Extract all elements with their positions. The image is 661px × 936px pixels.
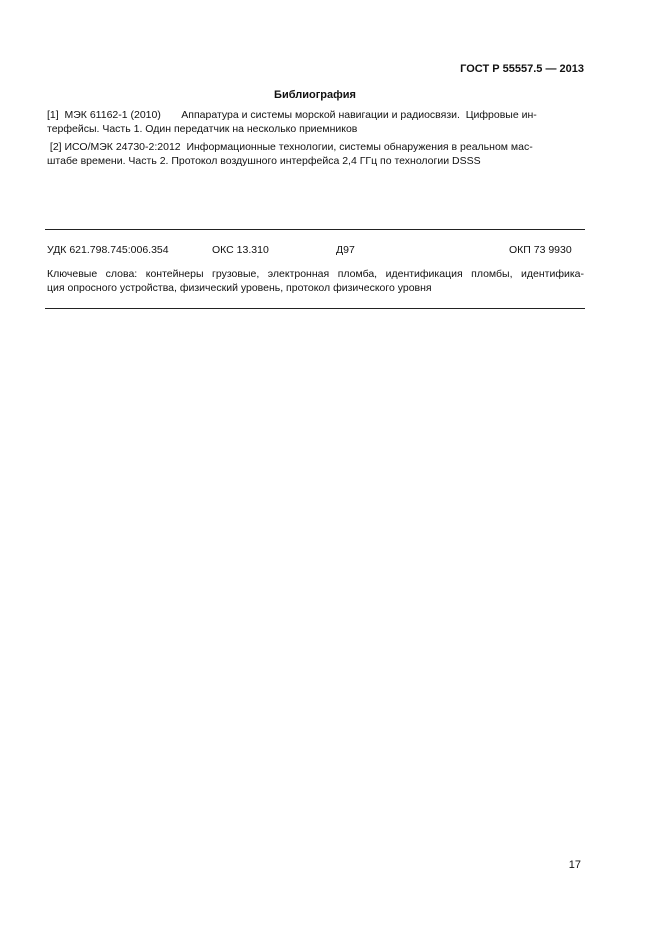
okp-code: ОКП 73 9930 [509,244,572,256]
keywords [47,268,584,295]
keywords-line-2: ция опросного устройства, физический уровень, протокол физического уровня [47,281,432,294]
reference-item-1 [47,109,584,136]
standard-code: ГОСТ Р 55557.5 — 2013 [460,63,584,75]
keywords-line-1: Ключевые слова: контейнеры грузовые, электронная пломба, идентификация пломбы, идентифика- [47,268,584,280]
reference-2-line-1: [2] ИСО/МЭК 24730-2:2012 Информационные технологии, системы обнаружения в реальном мас- [47,141,533,153]
reference-1-line-1: [1] МЭК 61162-1 (2010) Аппаратура и системы морской навигации и радиосвязи. Цифровые ин- [47,109,537,121]
oks-code: ОКС 13.310 [212,244,269,256]
page-number: 17 [568,859,581,871]
reference-item-2 [47,141,584,168]
divider-bottom [45,308,585,309]
d-code: Д97 [336,244,355,256]
reference-2-line-2: штабе времени. Часть 2. Протокол воздушного интерфейса 2,4 ГГц по технологии DSSS [47,154,481,167]
divider-top [45,229,585,230]
udk-code: УДК 621.798.745:006.354 [47,244,169,256]
bibliography-title: Библиография [274,89,356,101]
reference-1-line-2: терфейсы. Часть 1. Один передатчик на несколько приемников [47,122,358,135]
